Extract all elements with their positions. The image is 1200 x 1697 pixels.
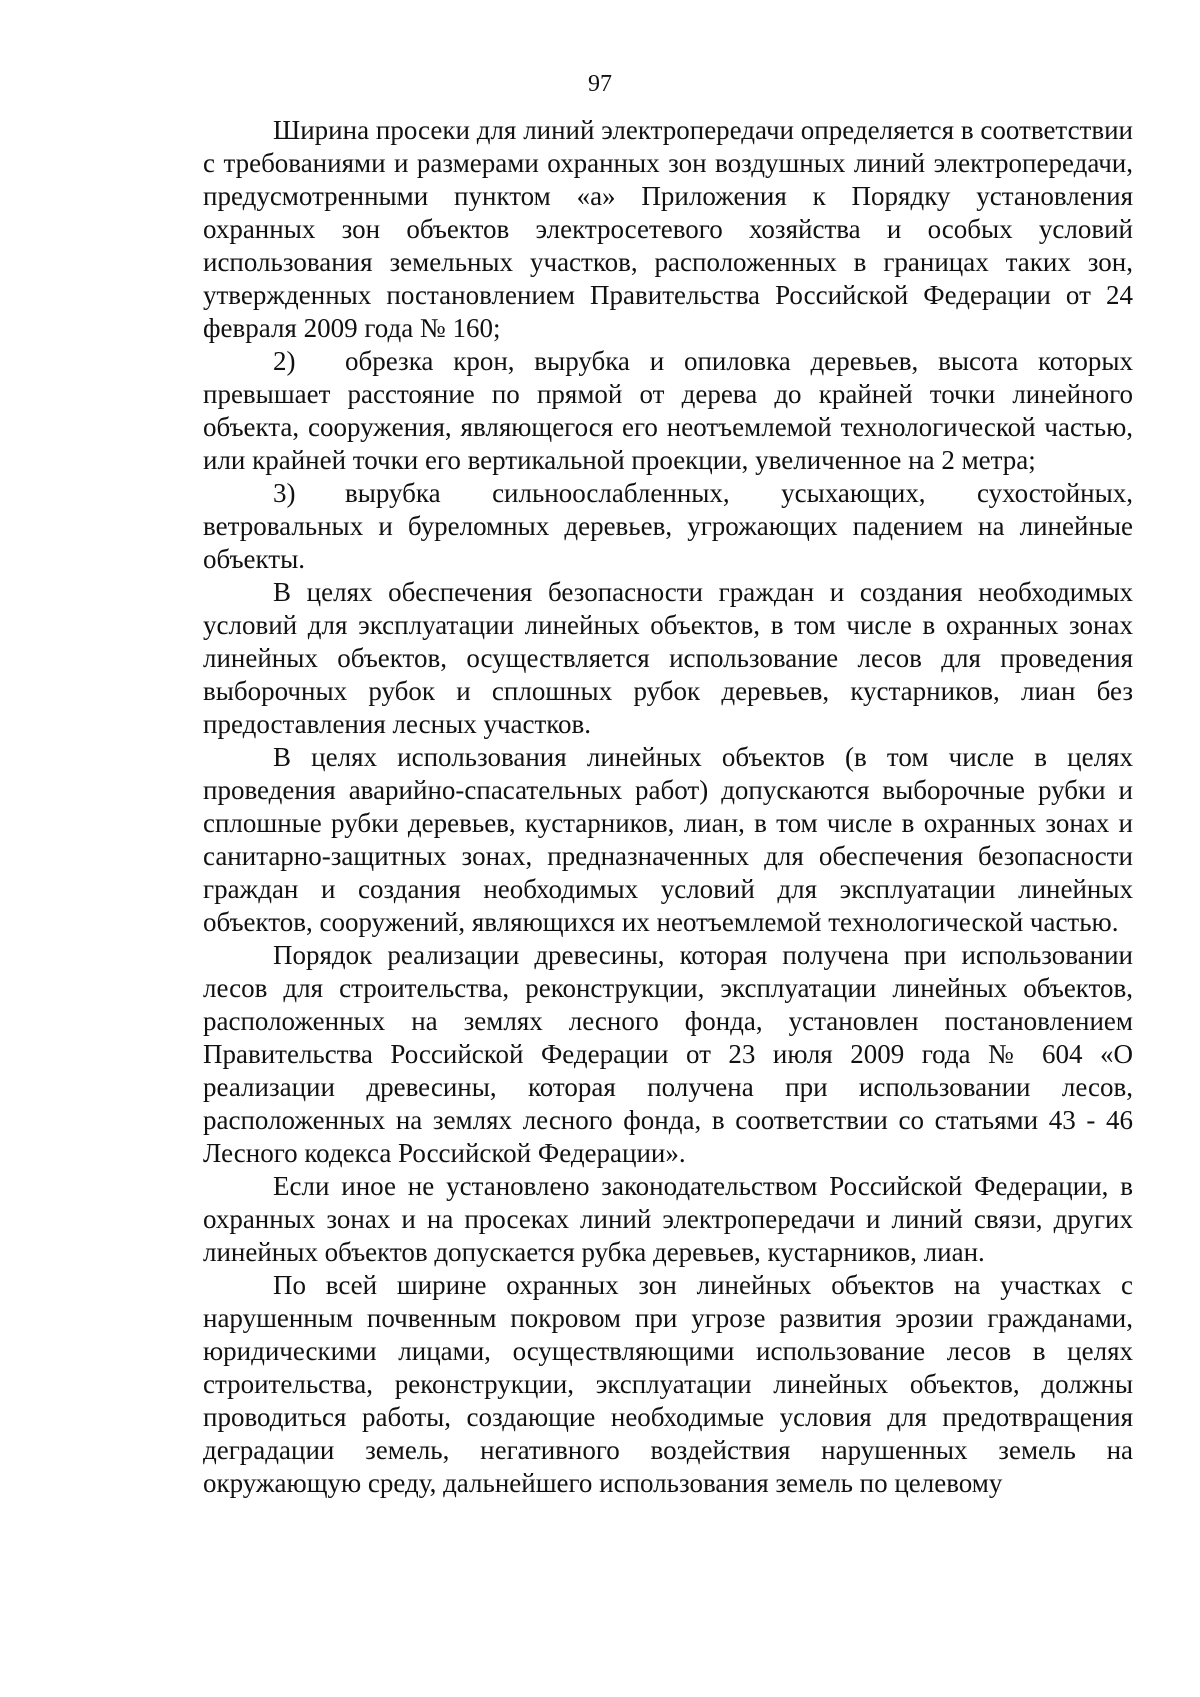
paragraph-text: В целях использования линейных объектов (в том числе в целях проведения аварийно-спасательных работ) допускаются выборочные рубки и сплошные рубки деревьев, кустарников, лиан, в том числе в охранных зонах и санитарно-защитных зонах, предназначенных для обеспечения безопасности граждан и создания необходимых условий для эксплуатации линейных объектов, сооружений, являющихся их неотъемлемой технологической частью. [203,742,1133,937]
paragraph-text: Если иное не установлено законодательством Российской Федерации, в охранных зонах и на просеках линий электропередачи и линий связи, других линейных объектов допускается рубка деревьев, кустарников, лиан. [203,1171,1133,1267]
list-item-text: вырубка сильноослабленных, усыхающих, сухостойных, ветровальных и буреломных деревьев, угрожающих падением на линейные объекты. [203,478,1133,574]
paragraph-text: По всей ширине охранных зон линейных объектов на участках с нарушенным почвенным покровом при угрозе развития эрозии гражданами, юридическими лицами, осуществляющими использование лесов в целях строительства, реконструкции, эксплуатации линейных объектов, должны проводиться работы, создающие необходимые условия для предотвращения деградации земель, негативного воздействия нарушенных земель на окружающую среду, дальнейшего использования земель по целевому [203,1270,1133,1498]
paragraph [203,114,1133,345]
paragraph [203,1269,1133,1500]
list-item [203,345,1133,477]
list-item-number: 3) [273,478,296,508]
document-body [203,114,1133,1500]
page-number: 97 [588,71,612,97]
paragraph-text: Ширина просеки для линий электропередачи определяется в соответствии с требованиями и размерами охранных зон воздушных линий электропередачи, предусмотренными пунктом «а» Приложения к Порядку установления охранных зон объектов электросетевого хозяйства и особых условий использования земельных участков, расположенных в границах таких зон, утвержденных постановлением Правительства Российской Федерации от 24 февраля 2009 года № 160; [203,115,1133,343]
paragraph [203,741,1133,939]
paragraph [203,939,1133,1170]
paragraph-text: В целях обеспечения безопасности граждан и создания необходимых условий для эксплуатации линейных объектов, в том числе в охранных зонах линейных объектов, осуществляется использование лесов для проведения выборочных рубок и сплошных рубок деревьев, кустарников, лиан без предоставления лесных участков. [203,577,1133,739]
list-item-text: обрезка крон, вырубка и опиловка деревьев, высота которых превышает расстояние по прямой от дерева до крайней точки линейного объекта, сооружения, являющегося его неотъемлемой технологической частью, или крайней точки его вертикальной проекции, увеличенное на 2 метра; [203,346,1133,475]
paragraph-text: Порядок реализации древесины, которая получена при использовании лесов для строительства, реконструкции, эксплуатации линейных объектов, расположенных на землях лесного фонда, установлен постановлением Правительства Российской Федерации от 23 июля 2009 года № 604 «О реализации древесины, которая получена при использовании лесов, расположенных на землях лесного фонда, в соответствии со статьями 43 - 46 Лесного кодекса Российской Федерации». [203,940,1133,1168]
paragraph [203,1170,1133,1269]
list-item-number: 2) [273,346,296,376]
list-item [203,477,1133,576]
paragraph [203,576,1133,741]
